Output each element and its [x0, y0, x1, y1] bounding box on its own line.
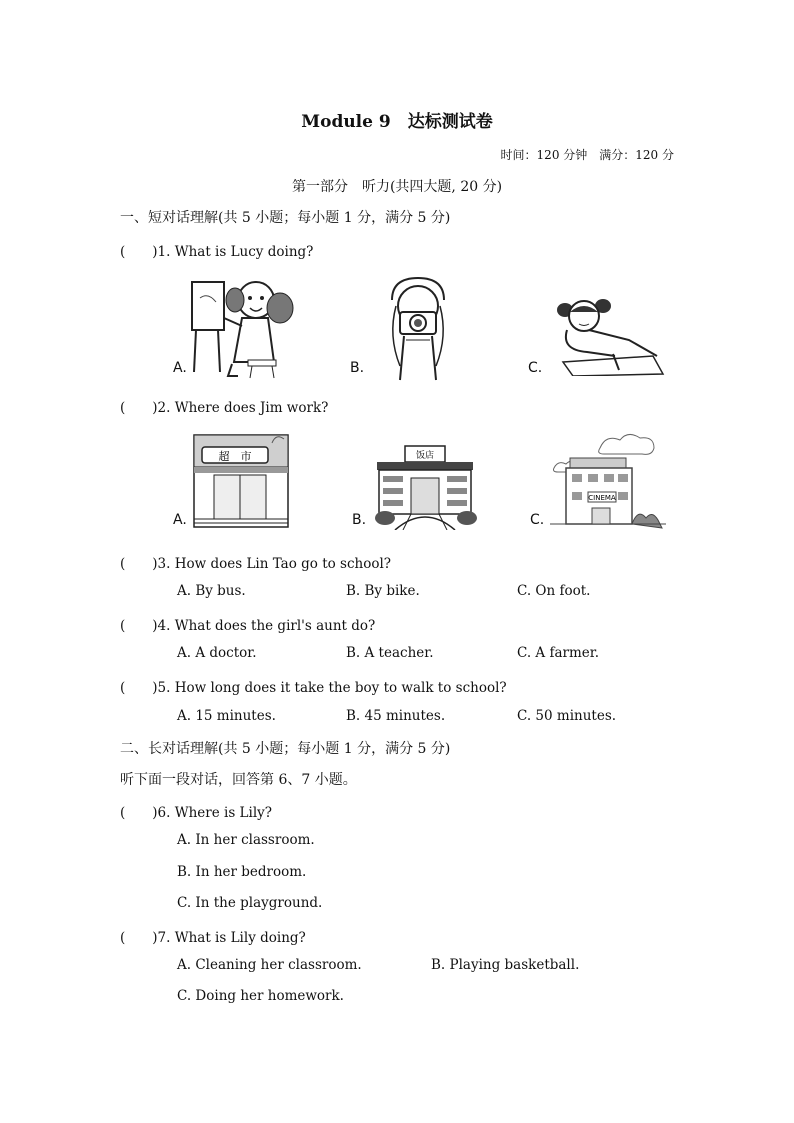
page-title: Module 9 达标测试卷 [301, 112, 493, 132]
option-label-a: A. [173, 360, 187, 376]
section-two-heading: 二、长对话理解(共 5 小题；每小题 1 分，满分 5 分) [120, 741, 451, 757]
answer-bracket[interactable]: ( ) [120, 556, 158, 572]
option-label-a: A. [173, 512, 187, 528]
answer-bracket[interactable]: ( ) [120, 805, 158, 821]
option-3b[interactable]: B. By bike. [346, 583, 420, 599]
answer-bracket[interactable]: ( ) [120, 680, 158, 696]
image-girl-writing[interactable] [553, 292, 667, 376]
option-5b[interactable]: B. 45 minutes. [346, 708, 446, 724]
image-girl-painting[interactable] [188, 268, 308, 380]
question-text: 7. What is Lily doing? [157, 930, 306, 946]
question-3 [120, 552, 391, 572]
question-4 [120, 614, 375, 634]
question-7 [120, 926, 306, 946]
option-4b[interactable]: B. A teacher. [346, 645, 434, 661]
answer-bracket[interactable]: ( ) [120, 400, 158, 416]
image-supermarket[interactable] [192, 431, 290, 529]
question-1 [120, 240, 313, 260]
question-text: 5. How long does it take the boy to walk to school? [157, 680, 507, 696]
option-4c[interactable]: C. A farmer. [517, 645, 600, 661]
option-7a[interactable]: A. Cleaning her classroom. [177, 957, 362, 973]
question-text: 2. Where does Jim work? [157, 400, 329, 416]
image-hotel[interactable] [375, 444, 485, 530]
time-info: 时间：120 分钟 满分：120 分 [500, 148, 674, 162]
question-text: 1. What is Lucy doing? [157, 244, 314, 260]
option-6b[interactable]: B. In her bedroom. [177, 864, 307, 880]
option-6c[interactable]: C. In the playground. [177, 895, 323, 911]
option-label-b: B. [352, 512, 367, 528]
answer-bracket[interactable]: ( ) [120, 244, 158, 260]
answer-bracket[interactable]: ( ) [120, 618, 158, 634]
question-text: 4. What does the girl's aunt do? [157, 618, 376, 634]
image-cinema[interactable] [550, 428, 666, 532]
image-girl-camera[interactable] [378, 276, 458, 382]
option-label-b: B. [350, 360, 365, 376]
supermarket-sign: 超 市 [218, 450, 252, 463]
question-2 [120, 396, 328, 416]
section-two-instruction: 听下面一段对话，回答第 6、7 小题。 [120, 772, 357, 788]
answer-bracket[interactable]: ( ) [120, 930, 158, 946]
option-5a[interactable]: A. 15 minutes. [177, 708, 276, 724]
option-label-c: C. [530, 512, 545, 528]
question-5 [120, 676, 507, 696]
question-text: 3. How does Lin Tao go to school? [157, 556, 392, 572]
cinema-sign: CINEMA [588, 494, 616, 502]
option-3a[interactable]: A. By bus. [177, 583, 246, 599]
question-6 [120, 801, 272, 821]
option-4a[interactable]: A. A doctor. [177, 645, 257, 661]
option-7b[interactable]: B. Playing basketball. [431, 957, 580, 973]
question-text: 6. Where is Lily? [157, 805, 273, 821]
option-6a[interactable]: A. In her classroom. [177, 832, 315, 848]
option-label-c: C. [528, 360, 543, 376]
section-one-heading: 一、短对话理解(共 5 小题；每小题 1 分，满分 5 分) [120, 210, 451, 226]
hotel-sign: 饭店 [415, 451, 435, 461]
part-title: 第一部分 听力(共四大题, 20 分) [291, 179, 503, 195]
option-7c[interactable]: C. Doing her homework. [177, 988, 344, 1004]
option-5c[interactable]: C. 50 minutes. [517, 708, 617, 724]
option-3c[interactable]: C. On foot. [517, 583, 591, 599]
